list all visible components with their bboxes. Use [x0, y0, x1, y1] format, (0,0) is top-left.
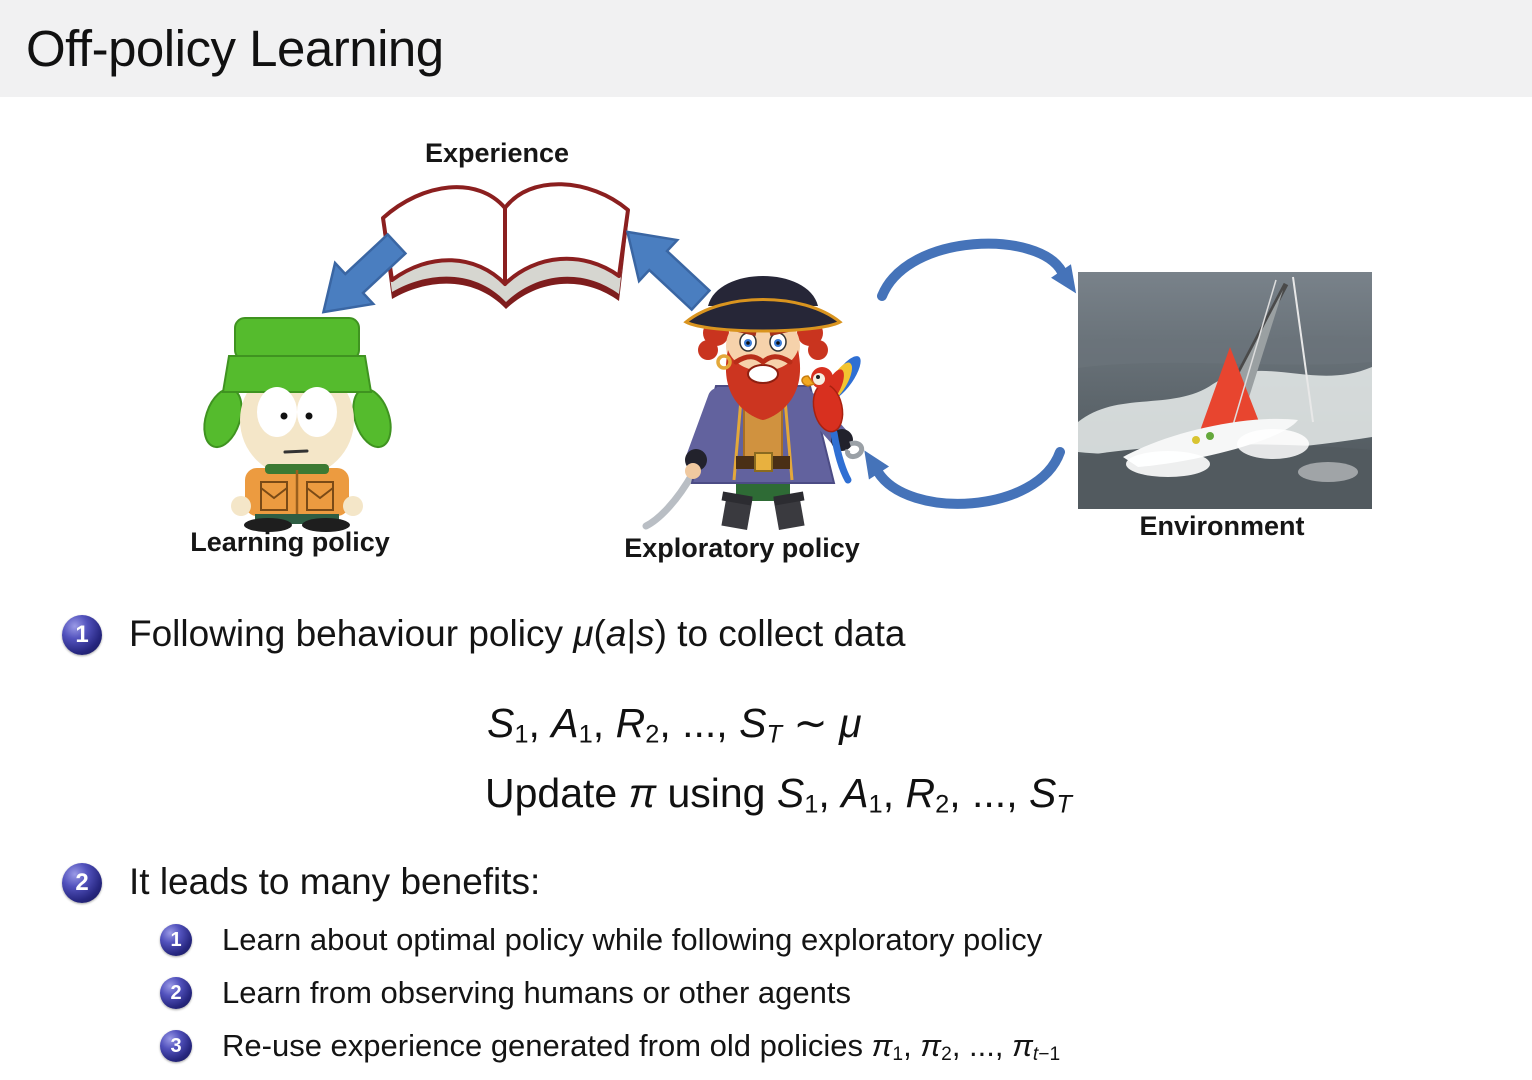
kyle-figure: [198, 318, 398, 532]
bullet-text: Following behaviour policy μ(a|s) to collect data: [129, 613, 906, 654]
sub-bullet-text: Learn about optimal policy while following exploratory policy: [222, 922, 1043, 957]
bullet-item-2: [62, 860, 540, 904]
bullet-text: It leads to many benefits:: [129, 861, 541, 902]
sub-bullet-text: Re-use experience generated from old policies $\pi_1$, $\pi_2$, ..., $\pi_{t-1}$: [222, 1028, 1061, 1066]
sub-bullet-3: [160, 1027, 1060, 1064]
math-update: Update π using $S_1$, $A_1$, $R_2$, ..., $S_T$: [485, 770, 1072, 819]
environment-photo: [1078, 272, 1372, 509]
sub-bullet-1: [160, 921, 1042, 958]
experience-label: Experience: [424, 138, 570, 168]
environment-label: Environment: [1139, 511, 1305, 541]
pirate-figure: [646, 276, 866, 530]
slide-title-bar: [0, 0, 1532, 97]
arrow-explorer-to-environment: [882, 244, 1086, 300]
bullet-number-ball: 1: [62, 615, 102, 655]
sub-bullet-text: Learn from observing humans or other agents: [222, 975, 851, 1010]
page-title: Off-policy Learning: [26, 20, 444, 77]
bullet-number-ball: 2: [62, 863, 102, 903]
bullet-number-ball: 2: [160, 977, 192, 1009]
bullet-number-ball: 1: [160, 924, 192, 956]
arrow-environment-to-explorer: [854, 444, 1060, 504]
exploratory-policy-label: Exploratory policy: [624, 533, 860, 563]
math-trajectory: $S_1$, $A_1$, $R_2$, ..., $S_T$ ∼ μ: [487, 700, 862, 749]
sub-bullet-2: [160, 974, 851, 1011]
bullet-number-ball: 3: [160, 1030, 192, 1062]
learning-policy-label: Learning policy: [190, 527, 390, 557]
cutlass-icon: [646, 473, 693, 526]
bullet-item-1: [62, 612, 905, 656]
experience-book-icon: [383, 184, 628, 309]
